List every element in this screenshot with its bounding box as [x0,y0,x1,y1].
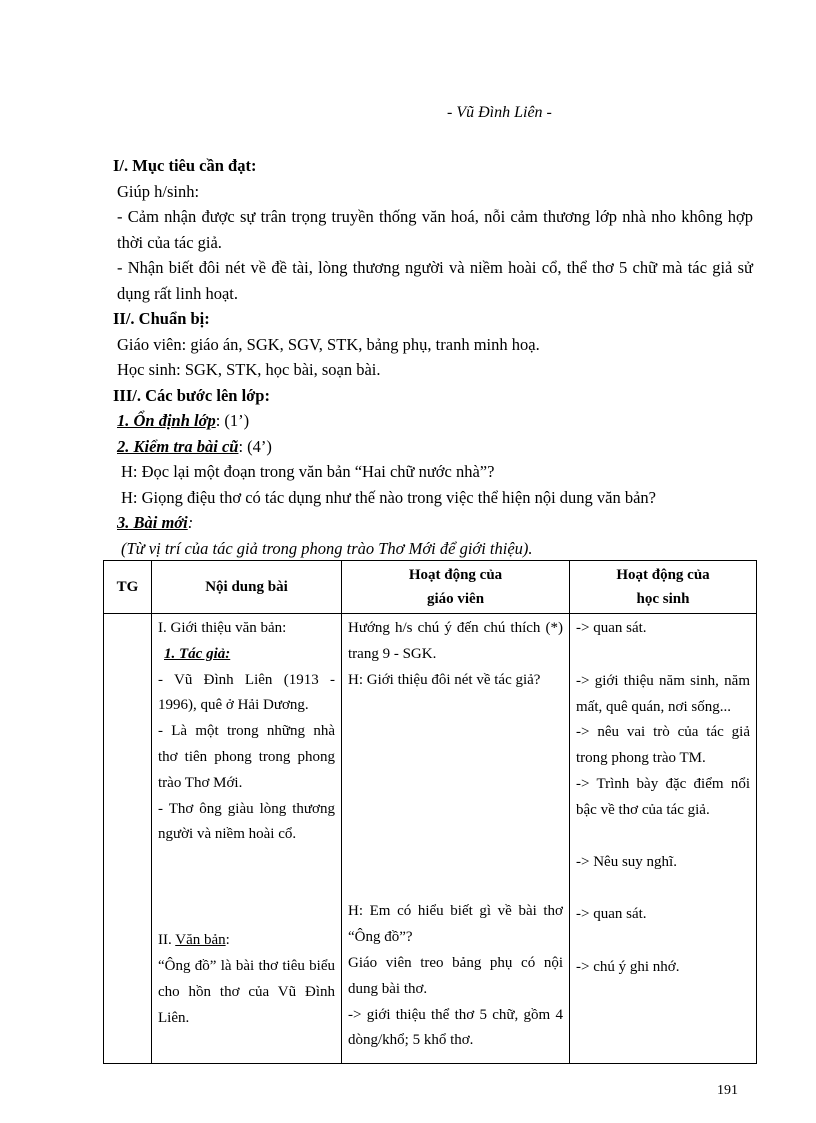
teacher-action-3: H: Em có hiểu biết gì về bài thơ “Ông đồ”? [348,903,563,946]
teacher-action-2: H: Giới thiệu đôi nét về tác giả? [348,671,541,688]
page-number: 191 [717,1083,738,1098]
student-action-1: -> quan sát. [576,620,647,636]
prep-teacher: Giáo viên: giáo án, SGK, SGV, STK, bảng phụ, tranh minh hoạ. [117,334,540,354]
step-1 [113,408,753,434]
teacher-action-5: -> giới thiệu thể thơ 5 chữ, gồm 4 dòng/khổ; 5 khổ thơ. [348,1006,563,1049]
header-teacher-line2: giáo viên [426,591,485,607]
prep-title: II/. Chuẩn bị: [113,309,210,328]
step-2-time: : (4’) [238,436,272,456]
header-teacher-line1: Hoạt động của [408,567,503,583]
section-1-title: I. Giới thiệu văn bản: [158,620,287,636]
cell-tg [104,614,152,1064]
student-action-7: -> chú ý ghi nhớ. [576,959,680,976]
student-action-3: -> nêu vai trò của tác giả trong phong trào TM. [576,724,750,767]
header-student-line1: Hoạt động của [616,567,710,583]
cell-student [570,614,757,1064]
lesson-body [113,153,753,561]
section-2-prefix: II. [158,932,176,949]
section-2-label: Văn bản [175,932,226,949]
student-action-5: -> Nêu suy nghĩ. [576,853,677,870]
teacher-action-4: Giáo viên treo bảng phụ có nội dung bài thơ. [348,954,563,997]
header-content: Nội dung bài [152,561,342,614]
objectives-title: I/. Mục tiêu cần đạt: [113,156,257,175]
lesson-table [103,560,757,1064]
table-row [104,614,757,1064]
objective-1: - Cảm nhận được sự trân trọng truyền thống văn hoá, nỗi cảm thương lớp nhà nho không hợp thời của tác giả. [117,207,753,252]
objectives-intro: Giúp h/sinh: [117,181,200,201]
teacher-action-1: Hướng h/s chú ý đến chú thích (*) trang 9 - SGK. [348,620,563,662]
question-1: H: Đọc lại một đoạn trong văn bản “Hai chữ nước nhà”? [121,462,495,481]
section-2-title [158,928,335,954]
author-poetry: - Thơ ông giàu lòng thương người và niềm hoài cổ. [158,800,335,843]
header-teacher [342,561,570,614]
cell-teacher [342,614,570,1064]
student-action-4: -> Trình bày đặc điểm nổi bậc về thơ của tác giả. [576,775,750,818]
prep-student: Học sinh: SGK, STK, học bài, soạn bài. [117,360,381,379]
step-3-colon: : [187,513,194,532]
author-name: - Vũ Đình Liên - [447,104,552,121]
student-action-6: -> quan sát. [576,906,647,923]
steps-title: III/. Các bước lên lớp: [113,385,270,405]
section-2-colon: : [225,932,230,949]
step-2 [113,434,753,460]
header-student [570,561,757,614]
header-tg: TG [104,561,152,614]
step-1-label: 1. Ổn định lớp [117,411,216,430]
step-3-label: 3. Bài mới [117,513,188,532]
question-2: H: Giọng điệu thơ có tác dụng như thế nào trong việc thể hiện nội dung văn bản? [121,487,657,507]
step-1-time: : (1’) [215,411,250,430]
header-student-line2: học sinh [636,591,690,607]
author-bio: - Vũ Đình Liên (1913 - 1996), quê ở Hải Dương. [158,671,335,714]
objective-2: - Nhận biết đôi nét về đề tài, lòng thương người và niềm hoài cổ, thể thơ 5 chữ mà tác giả sử dụng rất linh hoạt. [117,258,753,303]
text-description: “Ông đồ” là bài thơ tiêu biểu cho hồn thơ của Vũ Đình Liên. [158,957,335,1026]
student-action-2: -> giới thiệu năm sinh, năm mất, quê quán, nơi sống... [576,672,750,715]
table-header-row [104,561,757,614]
step-3 [113,510,753,536]
cell-content [152,614,342,1064]
intro-note: (Từ vị trí của tác giả trong phong trào Thơ Mới để giới thiệu). [121,538,533,558]
author-role: - Là một trong những nhà thơ tiên phong trong phong trào Thơ Mới. [158,723,335,791]
author-label: 1. Tác giả: [164,645,231,662]
step-2-label: 2. Kiểm tra bài cũ [117,436,239,456]
